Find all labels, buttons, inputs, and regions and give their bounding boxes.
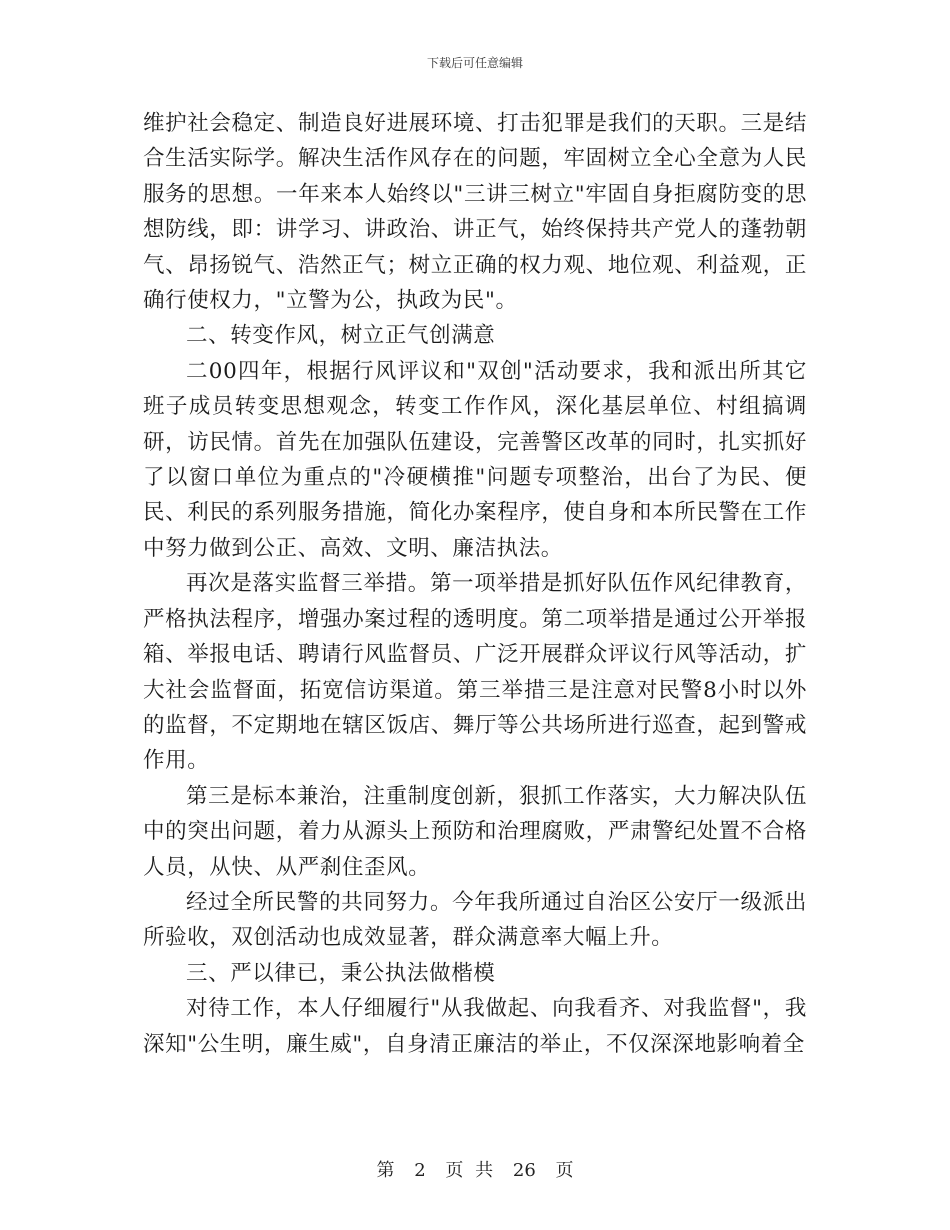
section-heading-3: 三、严以律已，秉公执法做楷模: [186, 960, 496, 986]
footer-prefix: 第: [376, 1160, 395, 1181]
footer-page-number: 2: [414, 1160, 426, 1181]
footer-middle: 页 共: [445, 1160, 494, 1181]
document-body: [143, 106, 807, 1062]
paragraph-6: 经过全所民警的共同努力。今年我所通过自治区公安厅一级派出所验收，双创活动也成效显著，群众满意率大幅上升。: [143, 889, 807, 951]
paragraph-3: 二00四年，根据行风评议和"双创"活动要求，我和派出所其它班子成员转变思想观念，转变工作作风，深化基层单位、村组搞调研，访民情。首先在加强队伍建设，完善警区改革的同时，扎实抓好了以窗口单位为重点的"冷硬横推"问题专项整治，出台了为民、便民、利民的系列服务措施，简化办案程序，使自身和本所民警在工作中努力做到公正、高效、文明、廉洁执法。: [143, 358, 807, 561]
footer-suffix: 页: [555, 1160, 574, 1181]
paragraph-4: 再次是落实监督三举措。第一项举措是抓好队伍作风纪律教育，严格执法程序，增强办案过程的透明度。第二项举措是通过公开举报箱、举报电话、聘请行风监督员、广泛开展群众评议行风等活动，扩大社会监督面，拓宽信访渠道。第三举措三是注意对民警8小时以外的监督，不定期地在辖区饭店、舞厅等公共场所进行巡查，起到警戒作用。: [143, 571, 807, 774]
paragraph-8: 对待工作，本人仔细履行"从我做起、向我看齐、对我监督"，我深知"公生明，廉生威"，自身清正廉洁的举止，不仅深深地影响着全: [143, 996, 807, 1057]
page-header: [0, 54, 950, 71]
paragraph-1: 维护社会稳定、制造良好进展环境、打击犯罪是我们的天职。三是结合生活实际学。解决生活作风存在的问题，牢固树立全心全意为人民服务的思想。一年来本人始终以"三讲三树立"牢固自身拒腐防变的思想防线，即：讲学习、讲政治、讲正气，始终保持共产党人的蓬勃朝气、昂扬锐气、浩然正气；树立正确的权力观、地位观、利益观，正确行使权力，"立警为公，执政为民"。: [143, 111, 807, 314]
footer-total-pages: 26: [512, 1160, 536, 1181]
header-text: 下载后可任意编辑: [426, 56, 523, 70]
paragraph-5: 第三是标本兼治，注重制度创新，狠抓工作落实，大力解决队伍中的突出问题，着力从源头上预防和治理腐败，严肃警纪处置不合格人员，从快、从严刹住歪风。: [143, 783, 807, 880]
page-footer: [0, 1156, 950, 1182]
section-heading-2: 二、转变作风，树立正气创满意: [186, 323, 496, 349]
